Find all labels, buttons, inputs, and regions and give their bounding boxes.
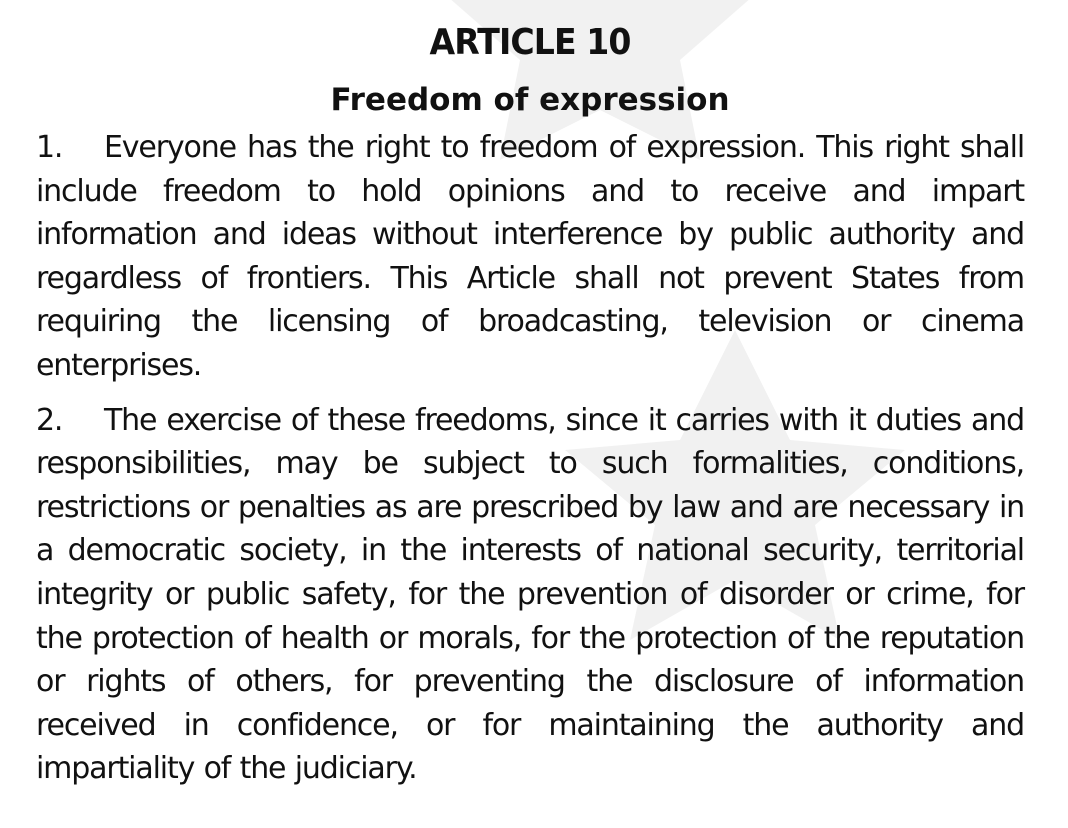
document-page bbox=[36, 20, 1024, 791]
paragraph-number: 1. bbox=[36, 130, 63, 165]
paragraph-text: The exercise of these freedoms, since it carries with it duties and responsibilities, may be subject to such formalities, conditions, restrictions or penalties as are prescribed by law and are necessary in a democratic society, in the interests of national security, territorial integrity or public safety, for the prevention of disorder or crime, for the protection of health or morals, for the protection of the reputation or rights of others, for preventing the disclosure of information received in confidence, or for maintaining the authority and impartiality of the judiciary. bbox=[36, 402, 1024, 787]
article-title: Freedom of expression bbox=[330, 82, 730, 118]
paragraph-text: Everyone has the right to freedom of expression. This right shall include freedom to hold opinions and to receive and impart information and ideas without interference by public authority and regardless of frontiers. This Article shall not prevent States from requiring the licensing of broadcasting, television or cinema enterprises. bbox=[36, 130, 1024, 383]
article-number-heading: ARTICLE 10 bbox=[429, 22, 631, 63]
paragraph-number: 2. bbox=[36, 402, 63, 438]
paragraph-2 bbox=[36, 399, 1024, 791]
paragraph-1 bbox=[36, 126, 1024, 388]
